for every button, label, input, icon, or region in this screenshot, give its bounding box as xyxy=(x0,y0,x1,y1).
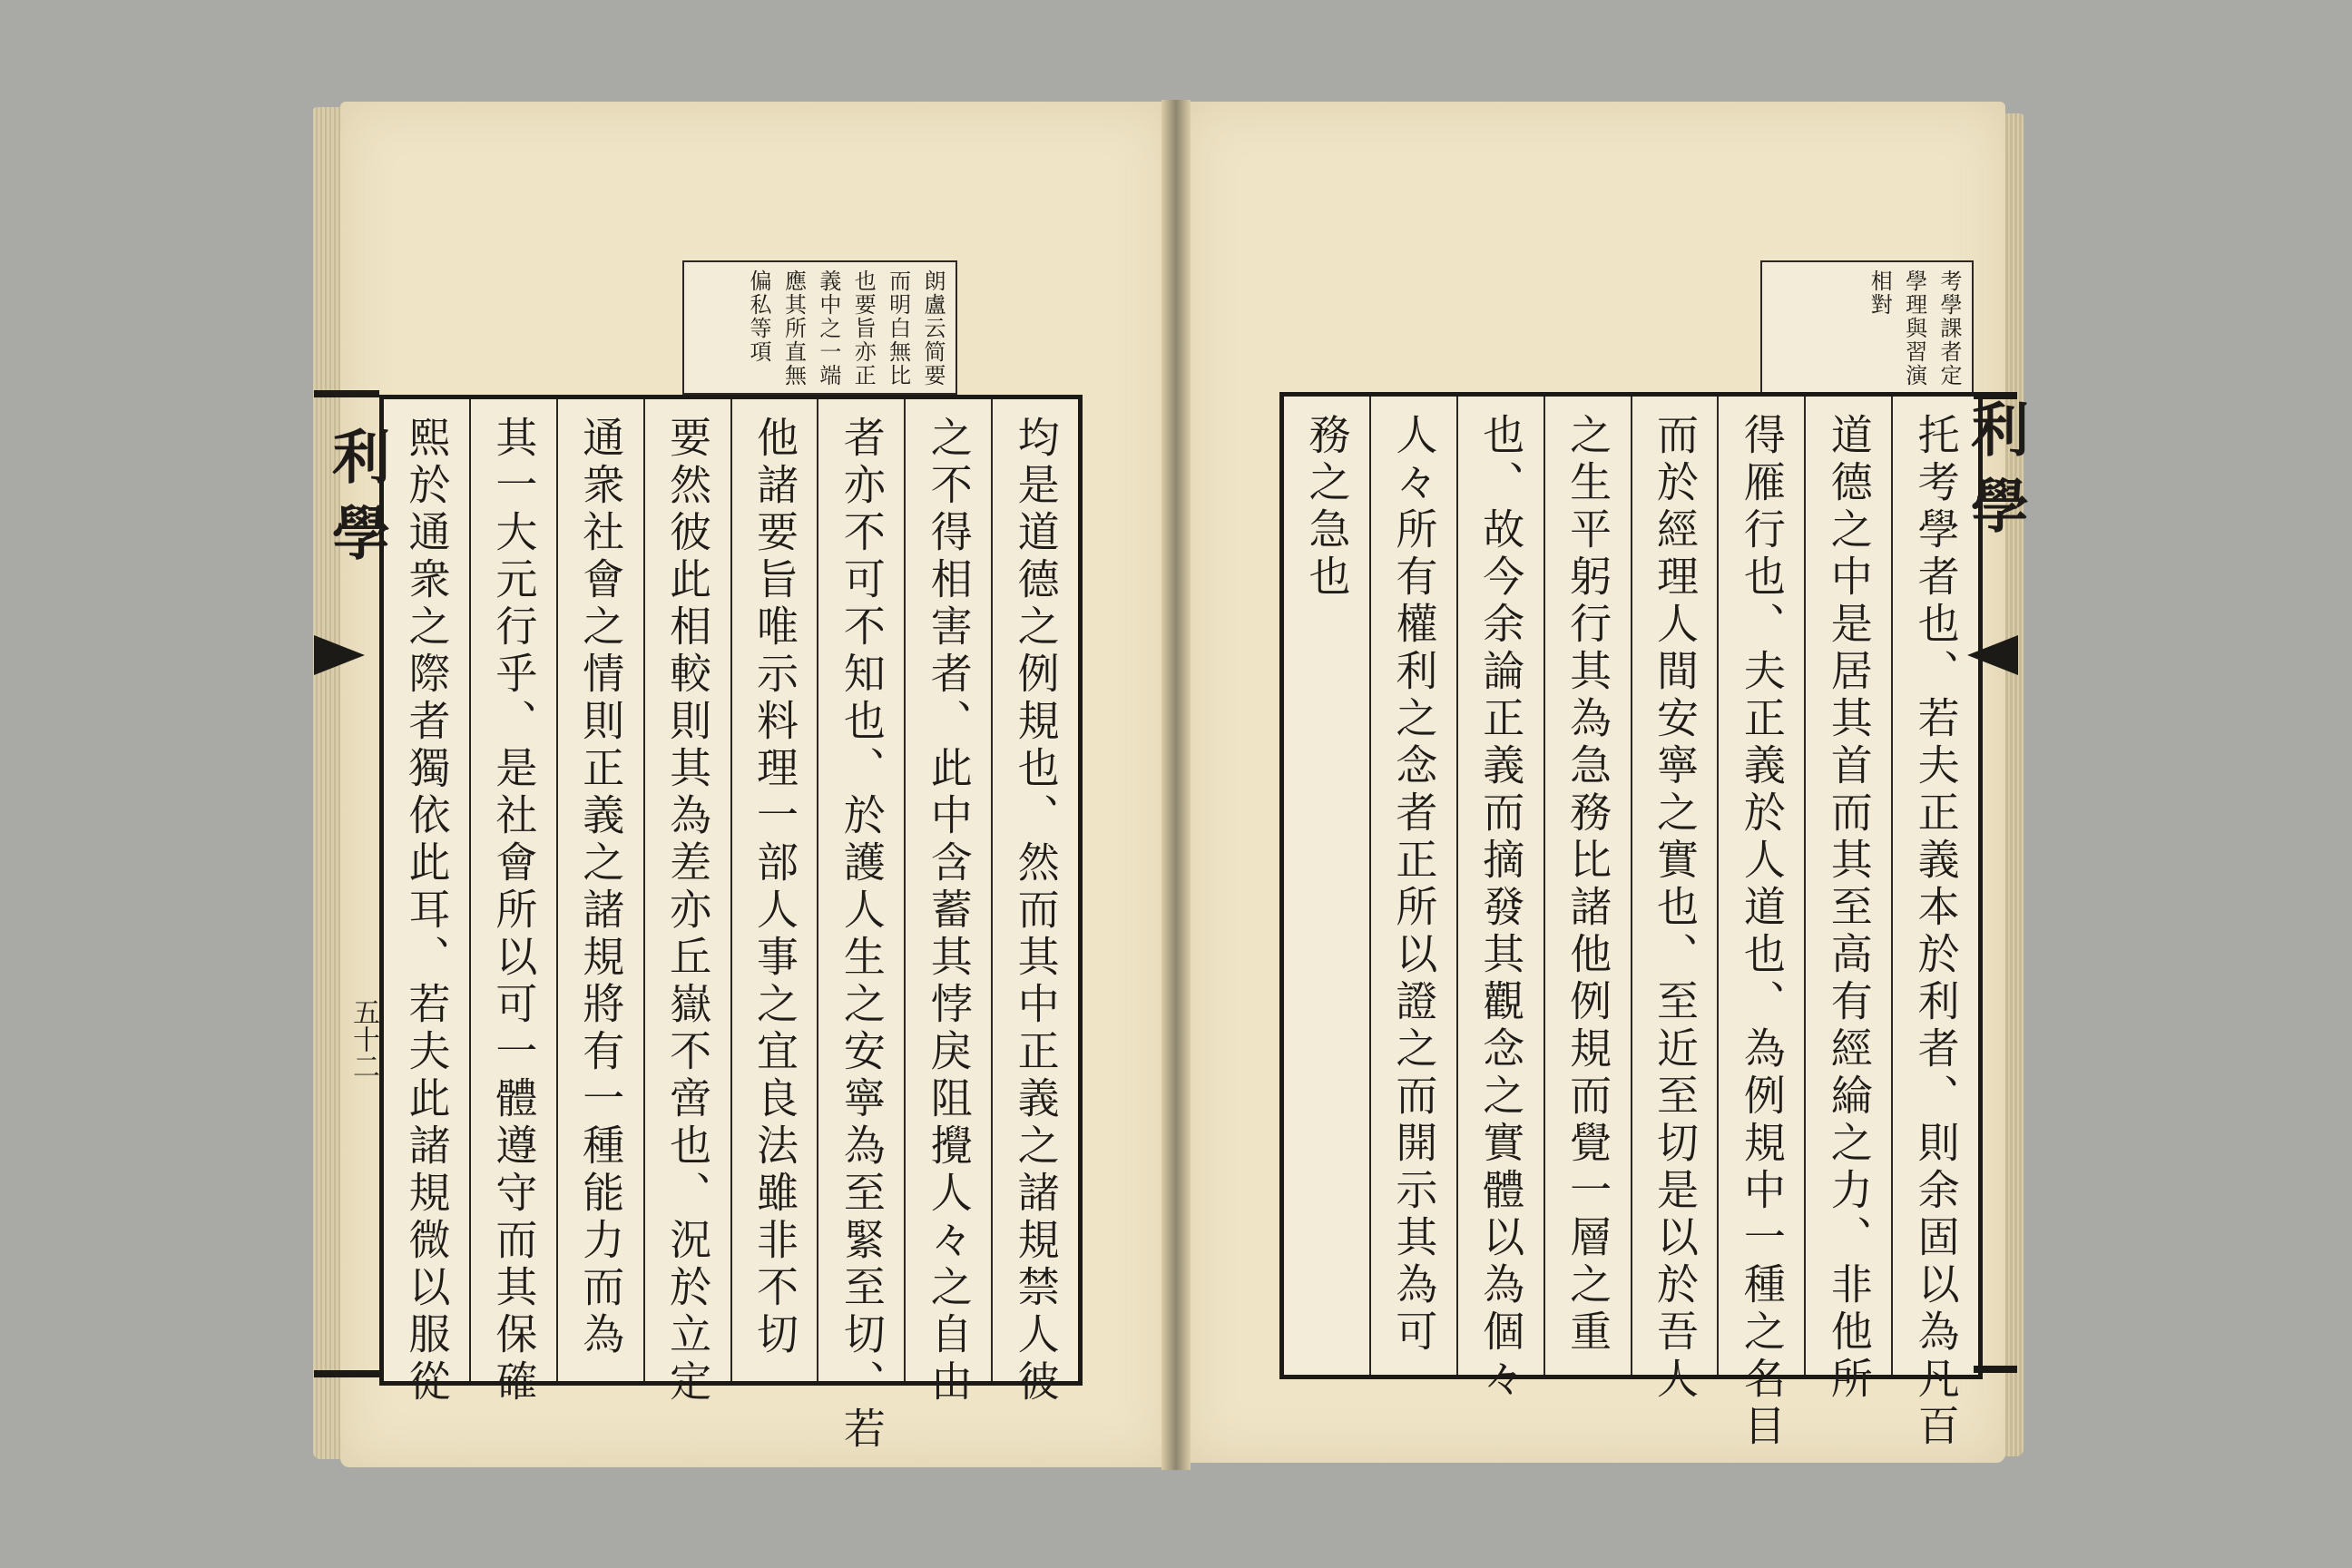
text-column: 道德之中是居其首而其至高有經綸之力、非他所 xyxy=(1804,397,1891,1375)
text-column: 托考學者也、若夫正義本於利者、則余固以為凡百 xyxy=(1891,397,1978,1375)
hashira-rule xyxy=(1974,392,2017,399)
text-column: 均是道德之例規也、然而其中正義之諸規禁人彼 xyxy=(991,399,1078,1381)
left-headnote-box xyxy=(682,260,957,395)
left-hashira-title: 利學 xyxy=(322,426,390,579)
text-column: 其一大元行乎、是社會所以可一體遵守而其保確 xyxy=(469,399,556,1381)
headnote-line: 應其所直無 xyxy=(780,270,807,387)
hashira-rule xyxy=(314,390,379,397)
hashira-rule xyxy=(314,1370,379,1377)
right-text-frame xyxy=(1279,392,1983,1451)
text-column: 得雁行也、夫正義於人道也、為例規中一種之名目 xyxy=(1717,397,1804,1375)
hashira-rule xyxy=(1974,1366,2017,1373)
text-column: 通衆社會之情則正義之諸規將有一種能力而為 xyxy=(556,399,643,1381)
text-column: 要然彼此相較則其為差亦丘嶽不啻也、況於立定 xyxy=(643,399,730,1381)
headnote-line: 偏私等項 xyxy=(746,270,772,364)
text-column: 之不得相害者、此中含蓄其悖戾阻攪人々之自由 xyxy=(904,399,991,1381)
text-column: 而於經理人間安寧之實也、至近至切是以於吾人 xyxy=(1631,397,1718,1375)
page-number: 五十二 xyxy=(348,998,379,1080)
text-column: 人々所有權利之念者正所以證之而開示其為可 xyxy=(1369,397,1456,1375)
left-text-frame xyxy=(379,395,1083,1454)
text-column: 務之急也 xyxy=(1302,413,1352,602)
headnote-line: 相對 xyxy=(1867,270,1893,317)
headnote-line: 學理與習演 xyxy=(1901,270,1927,387)
text-column: 熙於通衆之際者獨依此耳、若夫此諸規微以服從 xyxy=(402,416,452,1406)
headnote-line: 考學課者定 xyxy=(1936,270,1962,387)
right-headnote-box xyxy=(1760,260,1974,395)
fish-tail-mark xyxy=(314,635,365,675)
fish-tail-mark xyxy=(1967,635,2018,675)
headnote-line: 朗盧云简要 xyxy=(920,270,946,387)
headnote-line: 而明白無比 xyxy=(885,270,911,387)
headnote-line: 也要旨亦正 xyxy=(850,270,877,387)
text-column: 之生平躬行其為急務比諸他例規而覺一層之重 xyxy=(1544,397,1631,1375)
text-column: 者亦不可不知也、於護人生之安寧為至緊至切、若 xyxy=(817,399,904,1381)
book-gutter xyxy=(1161,100,1191,1470)
headnote-line: 義中之一端 xyxy=(815,270,841,387)
text-column: 也、故今余論正義而摘發其觀念之實體以為個々 xyxy=(1456,397,1544,1375)
right-hashira-title: 利學 xyxy=(1961,399,2029,552)
text-column: 他諸要旨唯示料理一部人事之宜良法雖非不切 xyxy=(730,399,818,1381)
